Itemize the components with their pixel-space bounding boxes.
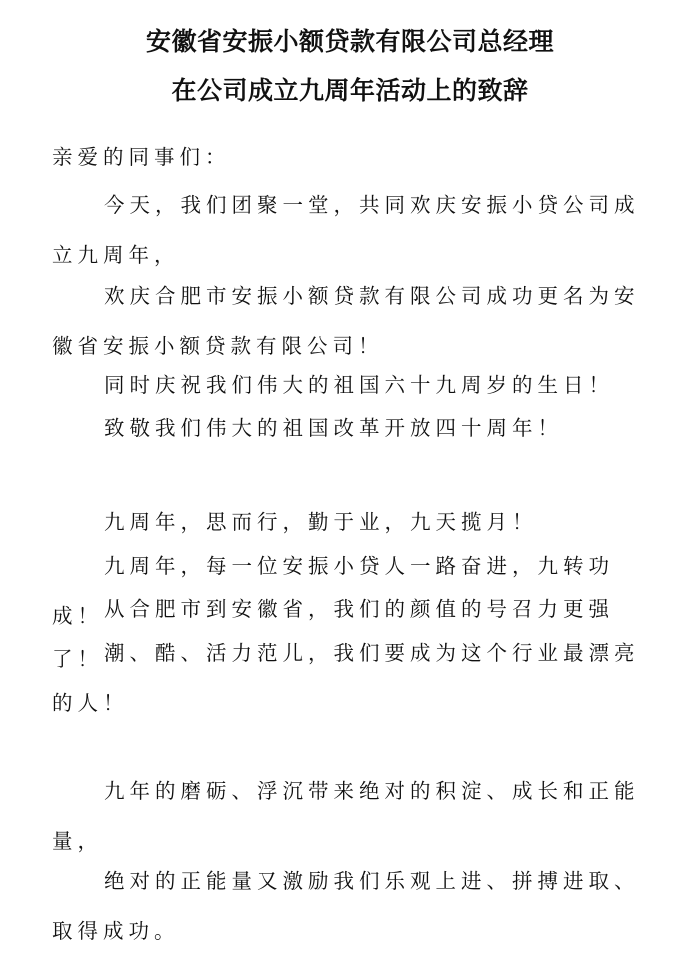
paragraph-8: 潮、酷、活力范儿，我们要成为这个行业最漂亮的人！ [52, 641, 640, 715]
paragraph-4: 致敬我们伟大的祖国改革开放四十周年！ [104, 416, 563, 440]
paragraph-3: 同时庆祝我们伟大的祖国六十九周岁的生日！ [104, 373, 614, 397]
paragraph-9: 九年的磨砺、浮沉带来绝对的积淀、成长和正能量， [52, 779, 640, 853]
paragraph-6: 九周年，每一位安振小贷人一路奋进，九转功成！ [52, 554, 614, 628]
paragraph-5: 九周年，思而行，勤于业，九天揽月！ [104, 510, 538, 534]
paragraph-2: 欢庆合肥市安振小额贷款有限公司成功更名为安徽省安振小额贷款有限公司！ [52, 284, 640, 358]
title-line-2: 在公司成立九周年活动上的致辞 [171, 76, 529, 105]
salutation: 亲爱的同事们： [52, 145, 231, 169]
paragraph-1: 今天，我们团聚一堂，共同欢庆安振小贷公司成立九周年， [52, 193, 640, 267]
paragraph-10: 绝对的正能量又激励我们乐观上进、拼搏进取、取得成功。 [52, 869, 640, 943]
paragraph-7: 从合肥市到安徽省，我们的颜值的号召力更强了！ [52, 597, 614, 671]
title-line-1: 安徽省安振小额贷款有限公司总经理 [145, 27, 554, 56]
